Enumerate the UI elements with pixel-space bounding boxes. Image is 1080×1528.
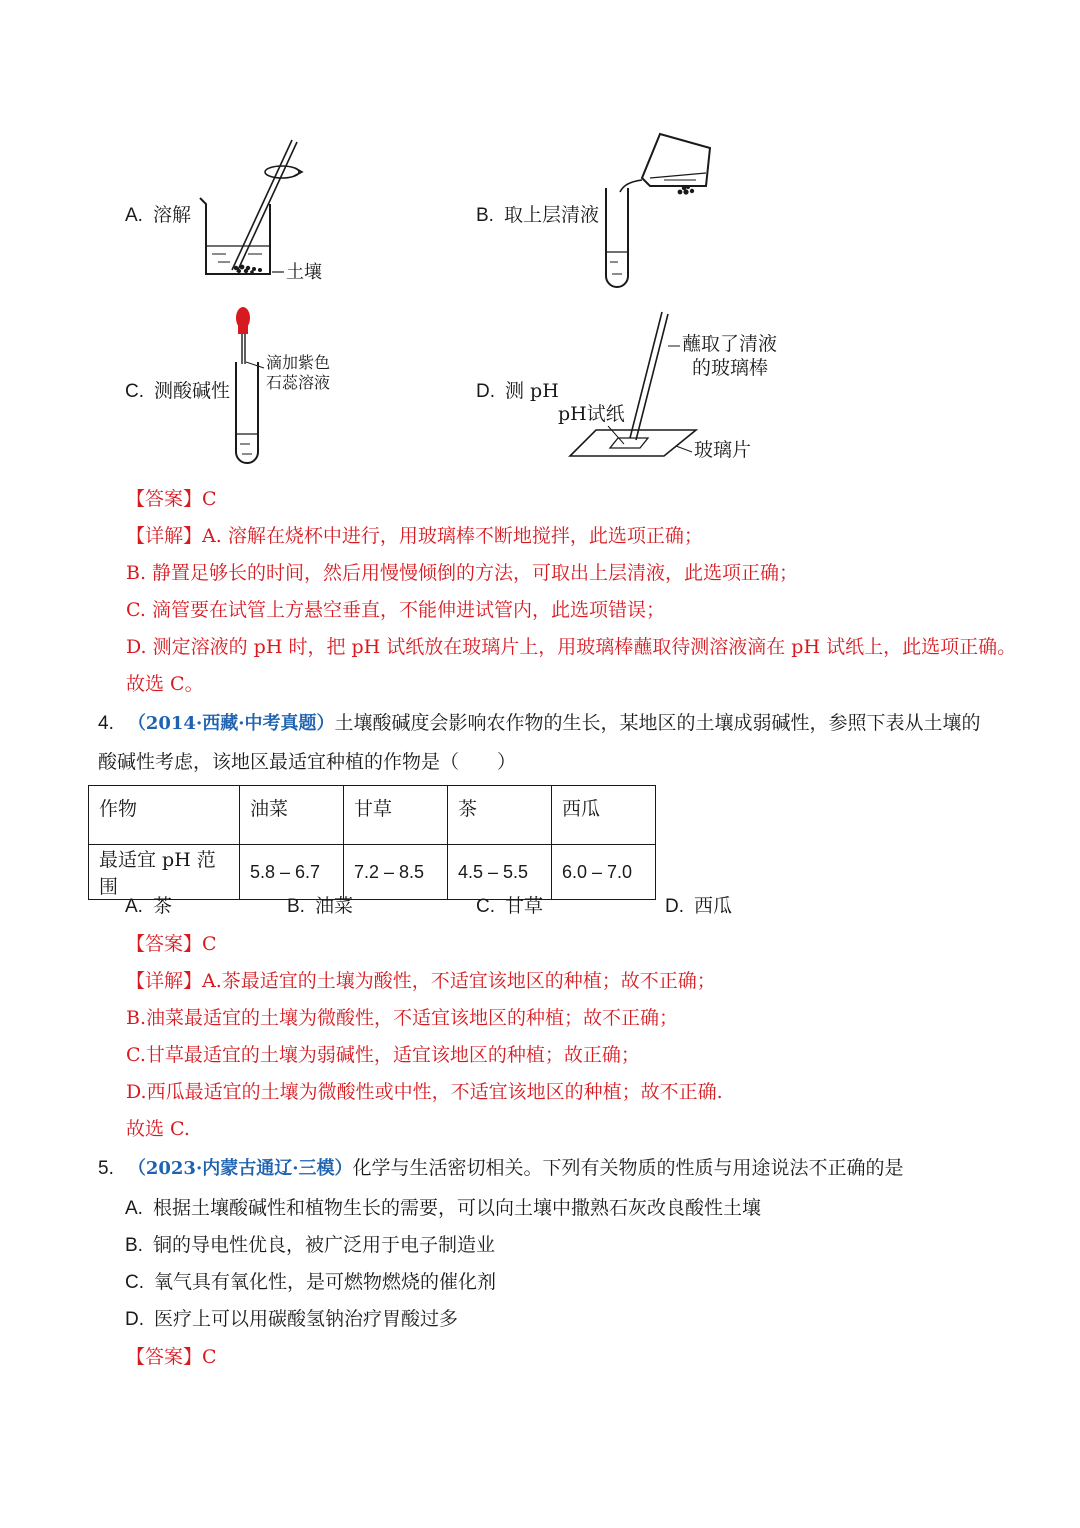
glass-label: 玻璃片 xyxy=(694,439,752,461)
q5-stem xyxy=(98,1153,904,1180)
table-header-row xyxy=(89,786,656,845)
question-number: 4. xyxy=(98,713,114,734)
soil-label: 土壤 xyxy=(286,262,322,283)
table-cell: 作物 xyxy=(89,786,240,845)
detail-text: A. 溶解在烧杯中进行，用玻璃棒不断地搅拌，此选项正确； xyxy=(202,525,703,547)
q3-detail-line2: B. 静置足够长的时间，然后用慢慢倾倒的方法，可取出上层清液，此选项正确； xyxy=(126,562,799,584)
q5-option-a[interactable] xyxy=(125,1193,761,1220)
test-tube xyxy=(236,362,258,463)
pour-figure xyxy=(598,128,728,293)
option-text: 测 pH xyxy=(505,380,559,402)
dropper-bulb xyxy=(236,307,250,329)
option-text: 油菜 xyxy=(314,895,353,917)
q4-detail-line4: D.西瓜最适宜的土壤为微酸性或中性，不适宜该地区的种植；故不正确. xyxy=(126,1081,723,1103)
ph-test-figure xyxy=(556,306,796,476)
rod-label-line1: 蘸取了清液 xyxy=(682,333,778,355)
option-text: 医疗上可以用碳酸氢钠治疗胃酸过多 xyxy=(154,1308,459,1330)
option-text: 测酸碱性 xyxy=(154,380,231,402)
q5-answer: 【答案】C xyxy=(126,1346,217,1368)
option-letter: D. xyxy=(665,896,684,917)
q5-option-b[interactable] xyxy=(125,1230,495,1257)
detail-heading: 【详解】 xyxy=(126,525,203,547)
option-text: 取上层清液 xyxy=(503,204,599,226)
option-text: 溶解 xyxy=(152,204,191,226)
table-row xyxy=(89,845,656,900)
q3-detail-line4: D. 测定溶液的 pH 时，把 pH 试纸放在玻璃片上，用玻璃棒蘸取待测溶液滴在 pH 试纸上，此选项正确。 xyxy=(126,636,1017,658)
q4-detail-line1 xyxy=(126,966,716,993)
option-letter: D. xyxy=(476,381,495,402)
q4-detail-line3: C.甘草最适宜的土壤为弱碱性，适宜该地区的种植；故正确； xyxy=(126,1044,640,1066)
glass-rod xyxy=(232,140,292,270)
q5-option-d[interactable] xyxy=(125,1304,458,1331)
stem-text: 土壤酸碱度会影响农作物的生长，某地区的土壤成弱碱性，参照下表从土壤的 xyxy=(334,712,981,734)
option-text: 西瓜 xyxy=(694,895,733,917)
ph-range-table xyxy=(88,785,656,900)
q4-stem-line2: 酸碱性考虑，该地区最适宜种植的作物是（ ） xyxy=(98,751,517,773)
question-source: （2014·西藏·中考真题） xyxy=(127,713,335,734)
table-cell: 甘草 xyxy=(344,786,448,845)
q4-option-a[interactable] xyxy=(125,891,172,918)
q4-conclusion: 故选 C. xyxy=(126,1118,190,1140)
question-source: （2023·内蒙古通辽·三模） xyxy=(127,1158,353,1179)
stem-text: 化学与生活密切相关。下列有关物质的性质与用途说法不正确的是 xyxy=(352,1157,904,1179)
option-letter: D. xyxy=(125,1309,144,1330)
q3-option-b[interactable] xyxy=(476,200,599,227)
table-cell: 6.0 – 7.0 xyxy=(552,845,656,900)
q3-answer: 【答案】C xyxy=(126,488,217,510)
q4-answer: 【答案】C xyxy=(126,933,217,955)
option-letter: B. xyxy=(287,896,305,917)
option-text: 氧气具有氧化性，是可燃物燃烧的催化剂 xyxy=(154,1271,497,1293)
ph-paper-label: pH试纸 xyxy=(558,403,625,425)
option-letter: A. xyxy=(125,896,143,917)
table-cell: 茶 xyxy=(448,786,552,845)
table-cell: 7.2 – 8.5 xyxy=(344,845,448,900)
option-letter: B. xyxy=(476,205,494,226)
q3-option-a[interactable] xyxy=(125,200,191,227)
option-letter: B. xyxy=(125,1235,143,1256)
option-letter: C. xyxy=(125,1272,144,1293)
litmus-label-line2: 石蕊溶液 xyxy=(266,373,331,392)
option-text: 茶 xyxy=(152,895,172,917)
detail-text: A.茶最适宜的土壤为酸性，不适宜该地区的种植；故不正确； xyxy=(202,970,716,992)
dissolve-figure xyxy=(190,128,340,288)
q3-option-d[interactable] xyxy=(476,376,559,403)
question-number: 5. xyxy=(98,1158,114,1179)
q4-detail-line2: B.油菜最适宜的土壤为微酸性，不适宜该地区的种植；故不正确； xyxy=(126,1007,679,1029)
ph-paper xyxy=(610,438,648,448)
q3-option-c[interactable] xyxy=(125,376,230,403)
option-text: 铜的导电性优良，被广泛用于电子制造业 xyxy=(152,1234,495,1256)
glass-rod xyxy=(630,312,662,438)
option-letter: C. xyxy=(476,896,495,917)
rod-label-line2: 的玻璃棒 xyxy=(692,357,769,379)
table-cell: 油菜 xyxy=(240,786,344,845)
q3-detail-line1 xyxy=(126,521,703,548)
detail-heading: 【详解】 xyxy=(126,970,203,992)
table-cell: 5.8 – 6.7 xyxy=(240,845,344,900)
q5-option-c[interactable] xyxy=(125,1267,496,1294)
q4-stem-line1 xyxy=(98,708,981,735)
q4-option-d[interactable] xyxy=(665,891,732,918)
table-cell: 西瓜 xyxy=(552,786,656,845)
option-text: 甘草 xyxy=(505,895,544,917)
q4-option-c[interactable] xyxy=(476,891,543,918)
q3-conclusion: 故选 C。 xyxy=(126,673,204,695)
q3-detail-line3: C. 滴管要在试管上方悬空垂直，不能伸进试管内，此选项错误； xyxy=(126,599,665,621)
table-cell: 最适宜 pH 范围 xyxy=(89,845,240,900)
option-letter: A. xyxy=(125,1198,143,1219)
table-cell: 4.5 – 5.5 xyxy=(448,845,552,900)
litmus-label-line1: 滴加紫色 xyxy=(266,353,331,372)
option-text: 根据土壤酸碱性和植物生长的需要，可以向土壤中撒熟石灰改良酸性土壤 xyxy=(152,1197,761,1219)
q4-option-b[interactable] xyxy=(287,891,353,918)
option-letter: A. xyxy=(125,205,143,226)
glass-slide xyxy=(570,430,696,456)
test-tube xyxy=(606,188,628,287)
option-letter: C. xyxy=(125,381,144,402)
litmus-figure xyxy=(222,302,342,474)
